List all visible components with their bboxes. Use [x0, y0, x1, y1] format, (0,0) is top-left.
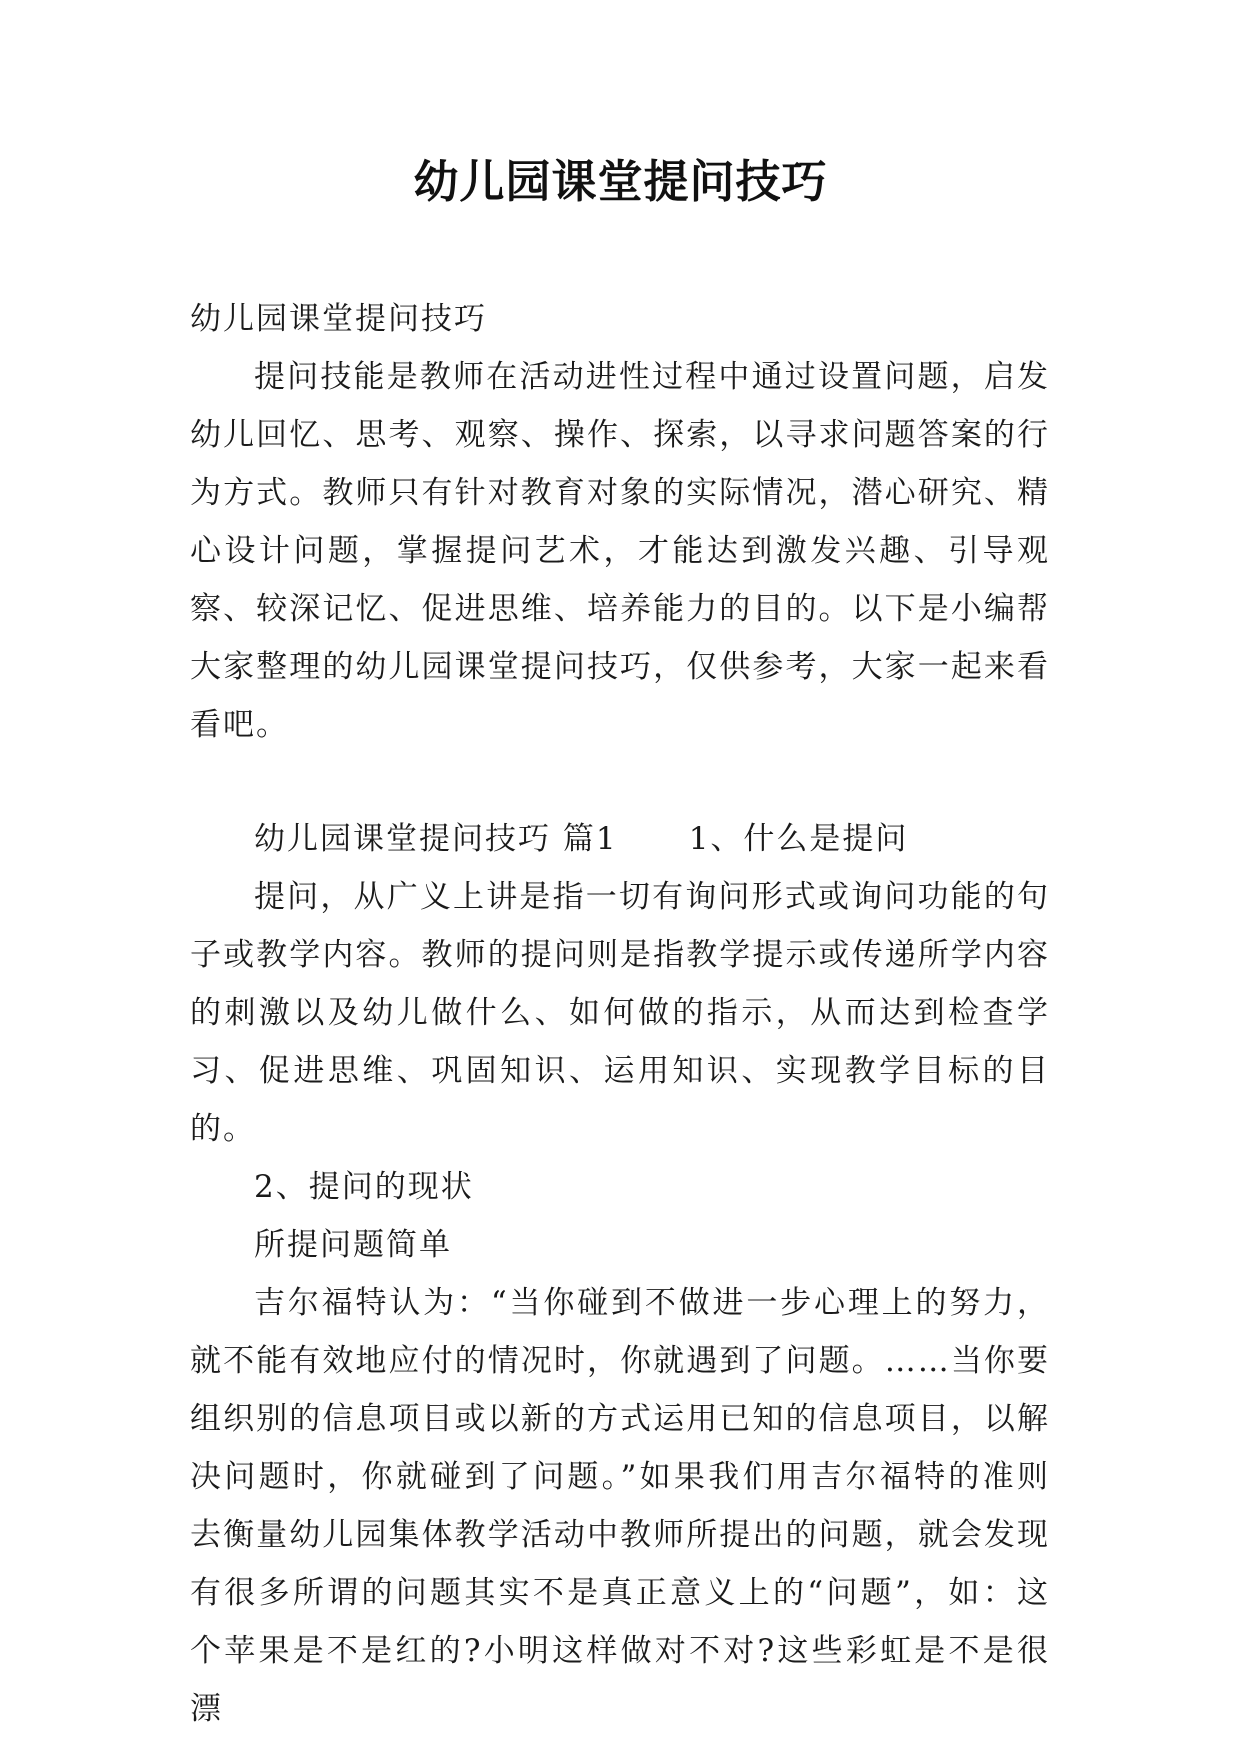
document-title: 幼儿园课堂提问技巧 [413, 155, 828, 208]
point1-heading: 1、什么是提问 [688, 821, 909, 857]
document-body [190, 290, 1050, 1738]
point2-subheading: 所提问题简单 [254, 1227, 452, 1263]
section-heading: 幼儿园课堂提问技巧 篇1 [254, 821, 618, 857]
paragraph-gap [190, 754, 1050, 810]
heading-spacer [618, 821, 689, 857]
section-heading-line [190, 810, 1050, 868]
document-subtitle: 幼儿园课堂提问技巧 [190, 301, 487, 337]
point2-heading: 2、提问的现状 [254, 1169, 474, 1205]
point2-paragraph: 吉尔福特认为：“当你碰到不做进一步心理上的努力，就不能有效地应付的情况时，你就遇到了问题。……当你要组织别的信息项目或以新的方式运用已知的信息项目，以解决问题时，你就碰到了问题。”如果我们用吉尔福特的准则去衡量幼儿园集体教学活动中教师所提出的问题，就会发现有很多所谓的问题其实不是真正意义上的“问题”，如：这个苹果是不是红的?小明这样做对不对?这些彩虹是不是很漂 [190, 1285, 1050, 1727]
intro-paragraph: 提问技能是教师在活动进性过程中通过设置问题，启发幼儿回忆、思考、观察、操作、探索，以寻求问题答案的行为方式。教师只有针对教育对象的实际情况，潜心研究、精心设计问题，掌握提问艺术，才能达到激发兴趣、引导观察、较深记忆、促进思维、培养能力的目的。以下是小编帮大家整理的幼儿园课堂提问技巧，仅供参考，大家一起来看看吧。 [190, 359, 1050, 743]
point1-paragraph: 提问，从广义上讲是指一切有询问形式或询问功能的句子或教学内容。教师的提问则是指教学提示或传递所学内容的刺激以及幼儿做什么、如何做的指示，从而达到检查学习、促进思维、巩固知识、运用知识、实现教学目标的目的。 [190, 879, 1050, 1147]
